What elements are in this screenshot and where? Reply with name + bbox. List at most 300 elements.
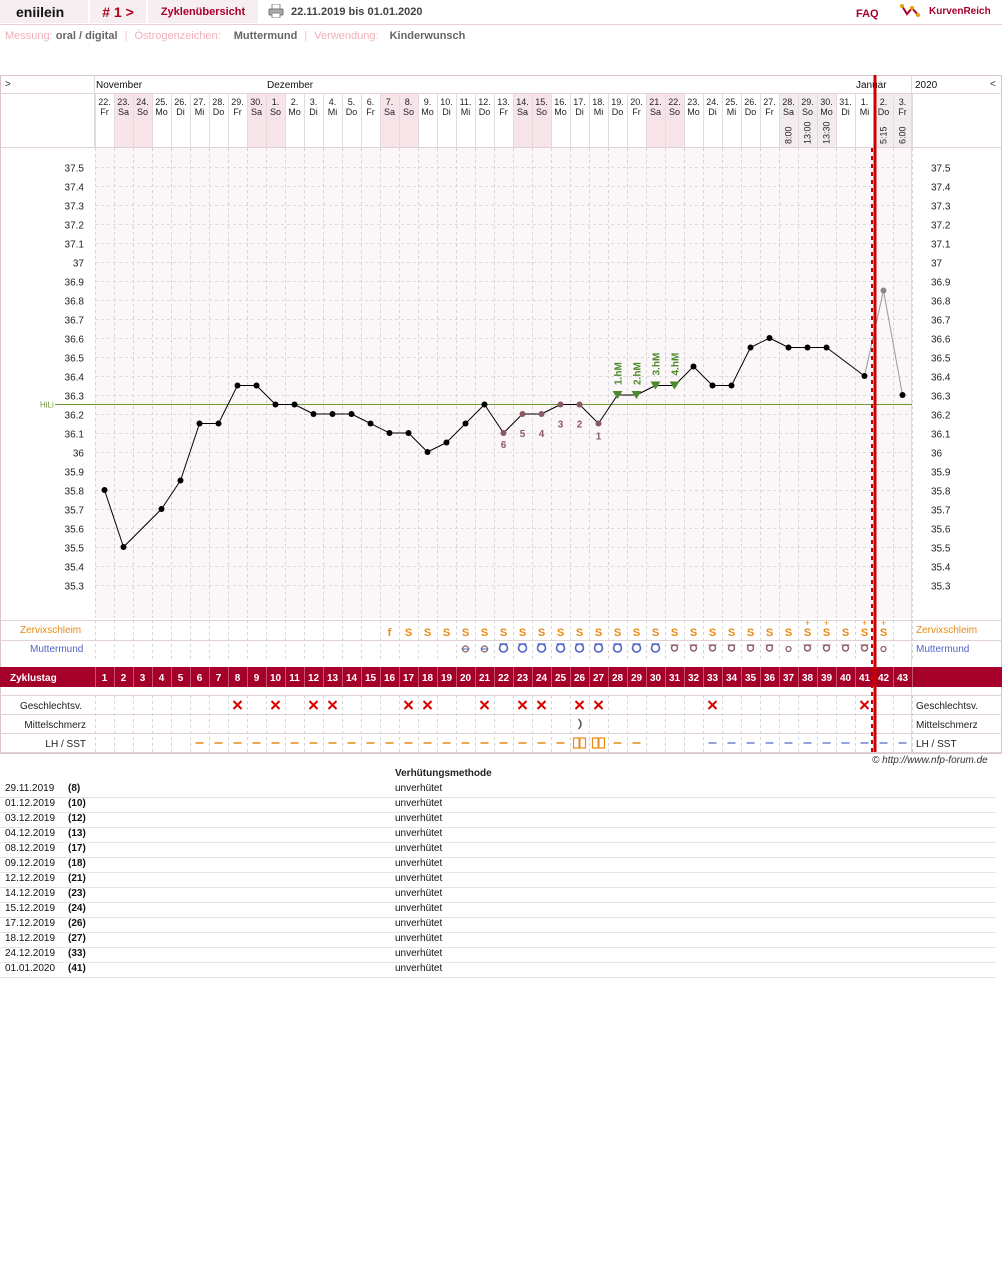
weekday-label: Mo bbox=[421, 107, 434, 117]
cycleday-number: 3 bbox=[139, 673, 146, 684]
time-label: 13:00 bbox=[802, 121, 813, 144]
midpain-row-label-right: Mittelschmerz bbox=[916, 720, 978, 731]
low-measurement-point bbox=[501, 430, 507, 436]
method-row bbox=[0, 962, 996, 978]
method-row bbox=[0, 827, 996, 843]
method-row-cycleday: (24) bbox=[68, 903, 86, 914]
weekday-label: Do bbox=[877, 107, 890, 117]
y-tick-left: 36.4 bbox=[64, 372, 84, 384]
temperature-point bbox=[824, 345, 830, 351]
method-row-cycleday: (13) bbox=[68, 828, 86, 839]
cycleday-number: 9 bbox=[253, 673, 260, 684]
y-tick-left: 36.5 bbox=[64, 353, 84, 365]
low-measurement-label: 5 bbox=[519, 429, 526, 440]
date-label: 30. bbox=[250, 97, 263, 107]
cervix-symbol: S bbox=[556, 627, 565, 639]
date-label: 19. bbox=[611, 97, 624, 107]
temperature-point bbox=[482, 402, 488, 408]
cervix-symbol: S bbox=[632, 627, 641, 639]
method-row-method: unverhütet bbox=[395, 933, 443, 944]
weekday-label: Do bbox=[345, 107, 358, 117]
cervix-plus: + bbox=[823, 618, 830, 628]
temperature-point bbox=[330, 411, 336, 417]
weekday-label: So bbox=[801, 107, 814, 117]
date-label: 18. bbox=[592, 97, 605, 107]
cycleday-number: 7 bbox=[215, 673, 222, 684]
temperature-point bbox=[862, 373, 868, 379]
measure-label: Messung: bbox=[5, 30, 53, 42]
method-row-date: 01.12.2019 bbox=[5, 798, 56, 809]
weekday-label: Do bbox=[744, 107, 757, 117]
cycleday-number: 17 bbox=[402, 673, 415, 684]
cervix-symbol: f bbox=[387, 627, 392, 639]
cervix-symbol: S bbox=[765, 627, 774, 639]
y-tick-right: 35.5 bbox=[931, 543, 951, 555]
weekday-label: So bbox=[402, 107, 415, 117]
method-row-cycleday: (18) bbox=[68, 858, 86, 869]
method-row-method: unverhütet bbox=[395, 873, 443, 884]
method-row bbox=[0, 887, 996, 903]
low-measurement-label: 1 bbox=[595, 431, 602, 443]
cycleday-number: 37 bbox=[782, 673, 795, 684]
y-tick-left: 36.8 bbox=[64, 296, 84, 308]
method-row-date: 09.12.2019 bbox=[5, 858, 56, 869]
low-measurement-point bbox=[596, 421, 602, 427]
method-row-date: 24.12.2019 bbox=[5, 948, 56, 959]
date-label: 14. bbox=[516, 97, 529, 107]
estrogen-label: Östrogenzeichen: bbox=[134, 30, 221, 42]
weekday-label: Sa bbox=[649, 107, 662, 117]
weekday-label: Mi bbox=[593, 107, 604, 117]
date-label: 3. bbox=[898, 97, 907, 107]
cycleday-number: 6 bbox=[196, 673, 203, 684]
y-tick-left: 37.4 bbox=[64, 182, 84, 194]
y-tick-right: 37.4 bbox=[931, 182, 951, 194]
lh-row-label-right: LH / SST bbox=[916, 739, 957, 750]
weekday-label: So bbox=[136, 107, 149, 117]
date-label: 25. bbox=[725, 97, 738, 107]
method-row-method: unverhütet bbox=[395, 888, 443, 899]
y-tick-right: 36 bbox=[931, 448, 943, 460]
y-tick-left: 37.1 bbox=[64, 239, 84, 251]
weekday-label: Sa bbox=[117, 107, 130, 117]
cycleday-number: 25 bbox=[554, 673, 567, 684]
cycle-nav-button[interactable]: # 1 > bbox=[90, 0, 146, 23]
cycleday-number: 10 bbox=[269, 673, 282, 684]
weekday-label: Di bbox=[309, 107, 318, 117]
method-row-cycleday: (26) bbox=[68, 918, 86, 929]
temperature-point bbox=[444, 440, 450, 446]
date-label: 16. bbox=[554, 97, 567, 107]
date-label: 20. bbox=[630, 97, 643, 107]
y-tick-right: 36.9 bbox=[931, 277, 951, 289]
right-axis-background bbox=[911, 148, 1001, 618]
cervix-symbol: S bbox=[480, 627, 489, 639]
weekday-label: So bbox=[535, 107, 548, 117]
cycleday-number: 12 bbox=[307, 673, 320, 684]
measure-value: oral / digital bbox=[55, 30, 118, 42]
cervix-symbol: S bbox=[841, 627, 850, 639]
y-tick-left: 37.3 bbox=[64, 201, 84, 213]
weekday-label: Sa bbox=[250, 107, 263, 117]
weekday-label: Fr bbox=[366, 107, 375, 117]
year-label: 2020 bbox=[915, 80, 938, 91]
cervix-symbol: S bbox=[461, 627, 470, 639]
weekday-label: Di bbox=[442, 107, 451, 117]
method-row-date: 29.11.2019 bbox=[5, 783, 55, 794]
y-tick-left: 36.1 bbox=[64, 429, 84, 441]
cervix-symbol: S bbox=[879, 627, 888, 639]
method-row bbox=[0, 947, 996, 963]
date-label: 17. bbox=[573, 97, 586, 107]
low-measurement-point bbox=[558, 402, 564, 408]
weekday-label: Mo bbox=[554, 107, 567, 117]
y-tick-left: 36.7 bbox=[64, 315, 84, 327]
method-row bbox=[0, 812, 996, 828]
y-tick-left: 35.6 bbox=[64, 524, 84, 536]
y-tick-right: 37.5 bbox=[931, 163, 951, 175]
method-row-cycleday: (23) bbox=[68, 888, 86, 899]
method-row bbox=[0, 917, 996, 933]
weekday-label: Mo bbox=[687, 107, 700, 117]
temperature-point bbox=[729, 383, 735, 389]
y-tick-right: 36.6 bbox=[931, 334, 951, 346]
cervix-symbol: S bbox=[803, 627, 812, 639]
cycleday-number: 5 bbox=[177, 673, 184, 684]
cycleday-number: 38 bbox=[801, 673, 814, 684]
month-label: Januar bbox=[856, 80, 887, 91]
date-label: 12. bbox=[478, 97, 491, 107]
cycleday-number: 31 bbox=[668, 673, 681, 684]
method-row-cycleday: (10) bbox=[68, 798, 86, 809]
y-tick-left: 36.2 bbox=[64, 410, 84, 422]
temperature-point bbox=[368, 421, 374, 427]
cycleday-number: 32 bbox=[687, 673, 700, 684]
copyright: © http://www.nfp-forum.de bbox=[872, 755, 988, 766]
user-name[interactable]: eniilein bbox=[0, 0, 88, 23]
y-tick-left: 36.9 bbox=[64, 277, 84, 289]
temperature-point bbox=[881, 288, 887, 294]
time-label: 6:00 bbox=[897, 126, 908, 144]
weekday-label: Mi bbox=[859, 107, 870, 117]
cycleday-number: 33 bbox=[706, 673, 719, 684]
high-measurement-label: 1.hM bbox=[613, 362, 625, 385]
cycleday-number: 11 bbox=[289, 673, 300, 684]
cycleday-number: 41 bbox=[858, 673, 871, 684]
cervix-symbol: S bbox=[537, 627, 546, 639]
high-measurement-label: 3.hM bbox=[651, 352, 663, 376]
cycleday-number: 14 bbox=[345, 673, 358, 684]
usage-label: Verwendung: bbox=[314, 30, 379, 42]
date-label: 2. bbox=[290, 97, 299, 107]
date-range: 22.11.2019 bis 01.01.2020 bbox=[291, 6, 423, 18]
coverline-label: HiLi bbox=[40, 400, 54, 410]
temperature-point bbox=[786, 345, 792, 351]
y-tick-right: 36.2 bbox=[931, 410, 951, 422]
temperature-point bbox=[900, 392, 906, 398]
date-label: 31. bbox=[839, 97, 852, 107]
y-tick-left: 35.4 bbox=[64, 562, 84, 574]
temperature-point bbox=[710, 383, 716, 389]
temperature-point bbox=[102, 487, 108, 493]
date-label: 15. bbox=[535, 97, 548, 107]
temperature-point bbox=[349, 411, 355, 417]
cervix-symbol: S bbox=[423, 627, 432, 639]
cervix-plus: + bbox=[880, 618, 887, 628]
temperature-point bbox=[159, 506, 165, 512]
temperature-point bbox=[254, 383, 260, 389]
cervix-symbol: S bbox=[784, 627, 793, 639]
temperature-point bbox=[216, 421, 222, 427]
cervix-symbol: S bbox=[727, 627, 736, 639]
method-row-cycleday: (12) bbox=[68, 813, 86, 824]
method-row bbox=[0, 872, 996, 888]
y-tick-left: 35.9 bbox=[64, 467, 84, 479]
method-row-date: 08.12.2019 bbox=[5, 843, 56, 854]
nav-next-arrow[interactable]: < bbox=[990, 79, 996, 90]
weekday-label: Fr bbox=[100, 107, 109, 117]
cycleday-number: 22 bbox=[497, 673, 510, 684]
date-label: 9. bbox=[423, 97, 432, 107]
weekday-label: Sa bbox=[782, 107, 795, 117]
y-tick-left: 35.3 bbox=[64, 581, 84, 593]
method-row-date: 03.12.2019 bbox=[5, 813, 56, 824]
y-tick-right: 35.7 bbox=[931, 505, 951, 517]
weekday-label: Fr bbox=[233, 107, 242, 117]
method-row-method: unverhütet bbox=[395, 783, 443, 794]
cycleday-number: 4 bbox=[158, 673, 165, 684]
method-row bbox=[0, 797, 996, 813]
y-tick-right: 35.9 bbox=[931, 467, 951, 479]
cervix-symbol: S bbox=[689, 627, 698, 639]
cycle-meta: Messung: oral / digital | Östrogenzeichen: Muttermund | Verwendung: Kinderwunsch bbox=[5, 30, 466, 42]
method-row-method: unverhütet bbox=[395, 918, 443, 929]
weekday-label: Do bbox=[478, 107, 491, 117]
temperature-point bbox=[767, 335, 773, 341]
weekday-label: So bbox=[668, 107, 681, 117]
weekday-label: Sa bbox=[516, 107, 529, 117]
temperature-point bbox=[691, 364, 697, 370]
date-label: 26. bbox=[744, 97, 757, 107]
cycleday-number: 1 bbox=[101, 673, 108, 684]
y-tick-left: 36 bbox=[72, 448, 84, 460]
temperature-point bbox=[463, 421, 469, 427]
low-measurement-point bbox=[577, 402, 583, 408]
cervix-symbol: S bbox=[670, 627, 679, 639]
temperature-point bbox=[387, 430, 393, 436]
y-tick-left: 36.3 bbox=[64, 391, 84, 403]
method-row-method: unverhütet bbox=[395, 903, 443, 914]
cycleday-number: 13 bbox=[326, 673, 339, 684]
y-tick-right: 37.1 bbox=[931, 239, 951, 251]
method-row-date: 18.12.2019 bbox=[5, 933, 56, 944]
temperature-point bbox=[311, 411, 317, 417]
date-label: 28. bbox=[212, 97, 225, 107]
y-tick-left: 37.5 bbox=[64, 163, 84, 175]
method-row bbox=[0, 842, 996, 858]
cycle-overview-tab[interactable]: Zyklenübersicht bbox=[148, 0, 258, 23]
method-row bbox=[0, 932, 996, 948]
cycleday-number: 36 bbox=[763, 673, 776, 684]
date-label: 7. bbox=[385, 97, 394, 107]
cervix-row-label-right: Zervixschleim bbox=[916, 625, 978, 636]
cervix-symbol: S bbox=[613, 627, 622, 639]
month-label: Dezember bbox=[267, 80, 314, 91]
month-label: November bbox=[96, 80, 143, 91]
method-row-method: unverhütet bbox=[395, 843, 443, 854]
date-label: 1. bbox=[860, 97, 869, 107]
cycleday-label: Zyklustag bbox=[10, 673, 57, 684]
cycleday-number: 19 bbox=[440, 673, 453, 684]
y-tick-right: 36.4 bbox=[931, 372, 951, 384]
cycleday-number: 29 bbox=[630, 673, 643, 684]
method-row-cycleday: (41) bbox=[68, 963, 86, 974]
date-label: 24. bbox=[136, 97, 149, 107]
date-label: 30. bbox=[820, 97, 833, 107]
method-row-method: unverhütet bbox=[395, 798, 443, 809]
cycleday-number: 34 bbox=[725, 673, 738, 684]
y-tick-right: 36.7 bbox=[931, 315, 951, 327]
weekday-label: Do bbox=[212, 107, 225, 117]
cervix-symbol: S bbox=[518, 627, 527, 639]
method-row-method: unverhütet bbox=[395, 963, 443, 974]
y-tick-left: 35.7 bbox=[64, 505, 84, 517]
method-row bbox=[0, 857, 996, 873]
method-row-method: unverhütet bbox=[395, 828, 443, 839]
weekday-label: Mo bbox=[155, 107, 168, 117]
y-tick-right: 36.1 bbox=[931, 429, 951, 441]
cycleday-number: 39 bbox=[820, 673, 833, 684]
temperature-point bbox=[406, 430, 412, 436]
high-measurement-label: 2.hM bbox=[632, 362, 644, 385]
cycleday-number: 21 bbox=[478, 673, 491, 684]
weekday-label: Di bbox=[841, 107, 850, 117]
temperature-point bbox=[197, 421, 203, 427]
y-tick-right: 36.5 bbox=[931, 353, 951, 365]
weekday-label: Fr bbox=[499, 107, 508, 117]
faq-link[interactable]: FAQ bbox=[856, 8, 879, 20]
intercourse-row-label: Geschlechtsv. bbox=[19, 701, 82, 712]
cervix-symbol: S bbox=[822, 627, 831, 639]
date-label: 22. bbox=[98, 97, 111, 107]
y-tick-right: 37.3 bbox=[931, 201, 951, 213]
y-tick-right: 35.6 bbox=[931, 524, 951, 536]
method-row-date: 14.12.2019 bbox=[5, 888, 56, 899]
cycleday-number: 16 bbox=[383, 673, 396, 684]
cervix-symbol: S bbox=[442, 627, 451, 639]
method-row-method: unverhütet bbox=[395, 948, 443, 959]
method-row-cycleday: (21) bbox=[68, 873, 86, 884]
y-tick-left: 37 bbox=[72, 258, 84, 270]
method-row-date: 15.12.2019 bbox=[5, 903, 56, 914]
cervix-row-label: Zervixschleim bbox=[20, 625, 82, 636]
cervix-position-row-label-right: Muttermund bbox=[916, 644, 970, 655]
logo-text: KurvenReich bbox=[929, 6, 991, 17]
temperature-point bbox=[121, 544, 127, 550]
method-row-cycleday: (33) bbox=[68, 948, 86, 959]
date-label: 3. bbox=[309, 97, 318, 107]
date-label: 29. bbox=[231, 97, 244, 107]
weekday-label: Sa bbox=[383, 107, 396, 117]
cycleday-number: 8 bbox=[234, 673, 241, 684]
method-header: Verhütungsmethode bbox=[395, 768, 492, 779]
time-label: 13:30 bbox=[821, 121, 832, 144]
cycleday-number: 28 bbox=[611, 673, 624, 684]
method-row-date: 12.12.2019 bbox=[5, 873, 56, 884]
date-label: 25. bbox=[155, 97, 168, 107]
cycleday-number: 2 bbox=[120, 673, 127, 684]
y-tick-right: 35.8 bbox=[931, 486, 951, 498]
cycleday-number: 18 bbox=[421, 673, 434, 684]
cervix-symbol: S bbox=[575, 627, 584, 639]
date-label: 29. bbox=[801, 97, 814, 107]
low-measurement-label: 2 bbox=[576, 419, 583, 431]
low-measurement-label: 6 bbox=[500, 440, 507, 451]
y-tick-right: 36.3 bbox=[931, 391, 951, 403]
high-measurement-label: 4.hM bbox=[670, 352, 682, 376]
weekday-label: Di bbox=[575, 107, 584, 117]
date-label: 4. bbox=[328, 97, 337, 107]
cervix-symbol: S bbox=[651, 627, 660, 639]
y-tick-right: 37 bbox=[931, 258, 943, 270]
weekday-label: Mo bbox=[288, 107, 301, 117]
weekday-label: Mo bbox=[820, 107, 833, 117]
cervix-symbol: S bbox=[746, 627, 755, 639]
date-label: 27. bbox=[193, 97, 206, 107]
nav-prev-arrow[interactable]: > bbox=[5, 79, 11, 90]
intercourse-row-label-right: Geschlechtsv. bbox=[916, 701, 979, 712]
date-label: 23. bbox=[117, 97, 130, 107]
y-tick-right: 37.2 bbox=[931, 220, 951, 232]
cycleday-number: 26 bbox=[573, 673, 586, 684]
weekday-label: Fr bbox=[632, 107, 641, 117]
date-label: 26. bbox=[174, 97, 187, 107]
cervix-position-row-label: Muttermund bbox=[30, 644, 84, 655]
weekday-label: Mi bbox=[194, 107, 205, 117]
cycleday-number: 23 bbox=[516, 673, 529, 684]
method-row-date: 17.12.2019 bbox=[5, 918, 56, 929]
weekday-label: Di bbox=[176, 107, 185, 117]
date-label: 13. bbox=[497, 97, 510, 107]
date-label: 6. bbox=[366, 97, 375, 107]
cervix-plus: + bbox=[861, 618, 868, 628]
cervix-symbol: S bbox=[594, 627, 603, 639]
low-measurement-label: 3 bbox=[557, 419, 564, 431]
temperature-point bbox=[273, 402, 279, 408]
date-label: 27. bbox=[763, 97, 776, 107]
y-tick-left: 36.6 bbox=[64, 334, 84, 346]
cervix-symbol: S bbox=[499, 627, 508, 639]
low-measurement-label: 4 bbox=[538, 429, 545, 440]
temperature-point bbox=[748, 345, 754, 351]
date-label: 5. bbox=[347, 97, 356, 107]
usage-value: Kinderwunsch bbox=[389, 30, 466, 42]
time-label: 5:15 bbox=[878, 126, 889, 144]
cycleday-number: 43 bbox=[896, 673, 909, 684]
method-row-cycleday: (8) bbox=[68, 783, 81, 794]
method-row bbox=[0, 902, 996, 918]
estrogen-value: Muttermund bbox=[233, 30, 298, 42]
temperature-point bbox=[805, 345, 811, 351]
weekday-label: Fr bbox=[898, 107, 907, 117]
cervix-symbol: S bbox=[860, 627, 869, 639]
cycleday-number: 15 bbox=[364, 673, 377, 684]
y-tick-right: 35.4 bbox=[931, 562, 951, 574]
y-tick-left: 35.5 bbox=[64, 543, 84, 555]
cervix-symbol: S bbox=[404, 627, 413, 639]
method-row-method: unverhütet bbox=[395, 813, 443, 824]
method-row-cycleday: (27) bbox=[68, 933, 86, 944]
